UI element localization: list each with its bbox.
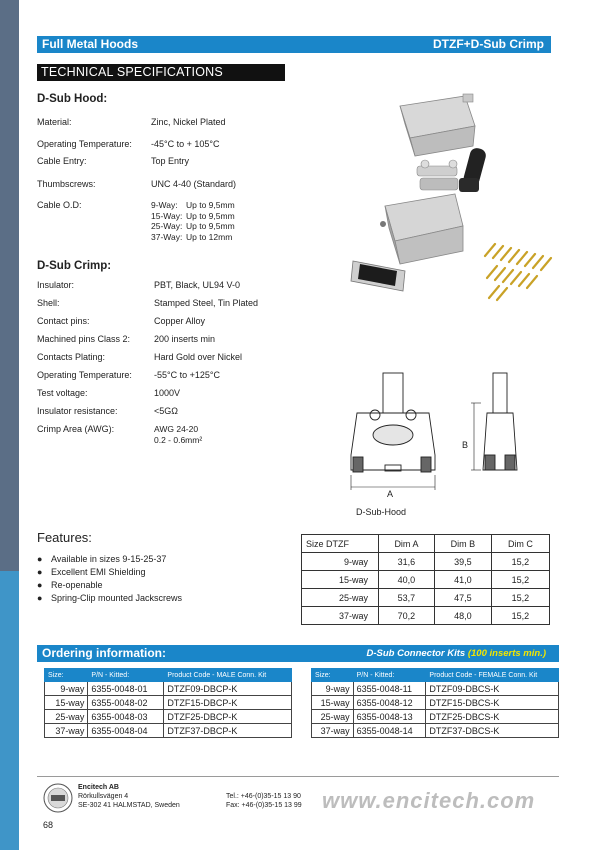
cable-od-way: 37-Way: — [151, 231, 183, 242]
table-cell: 15-way — [312, 696, 354, 710]
table-row — [312, 696, 559, 710]
sidebar-accent — [0, 571, 19, 850]
table-header-cell: Dim A — [379, 535, 435, 553]
table-cell: 37-way — [45, 724, 88, 738]
cable-od-way: 25-Way: — [151, 221, 183, 231]
table-header-cell: Size: — [45, 669, 88, 682]
table-cell: 47,5 — [434, 589, 491, 607]
section-title-bar — [37, 64, 285, 81]
spec-label: Operating Temperature: — [37, 370, 132, 380]
table-cell: DTZF25-DBCP-K — [164, 710, 292, 724]
hood-front-view — [351, 373, 435, 472]
hood-title: D-Sub Hood: — [37, 93, 108, 105]
table-row — [312, 724, 559, 738]
spec-value: -45°C to + 105°C — [151, 139, 220, 149]
spec-label: Material: — [37, 117, 72, 127]
cable-od-size: Up to 9,5mm — [186, 200, 235, 210]
contact-info — [226, 792, 302, 810]
table-header-cell: Dim B — [434, 535, 491, 553]
spec-value: PBT, Black, UL94 V-0 — [154, 280, 241, 290]
address-line: SE-302 41 HALMSTAD, Sweden — [78, 802, 180, 809]
spec-value: -55°C to +125°C — [154, 370, 220, 380]
female-kit-table — [311, 668, 559, 738]
hood-shell-bottom-illustration — [380, 194, 463, 264]
table-header-cell: Dim C — [491, 535, 549, 553]
table-header-row — [45, 669, 292, 682]
table-cell: 9-way — [302, 553, 379, 571]
table-cell: 6355-0048-14 — [353, 724, 426, 738]
spec-value: 200 inserts min — [154, 334, 216, 344]
male-kit-table — [44, 668, 292, 738]
table-cell: 6355-0048-11 — [353, 682, 426, 696]
dimensions-table — [301, 534, 550, 625]
feature-item: ● Excellent EMI Shielding — [37, 567, 146, 577]
table-cell: 39,5 — [434, 553, 491, 571]
table-row — [312, 682, 559, 696]
table-row — [45, 710, 292, 724]
table-header-cell: Size: — [312, 669, 354, 682]
table-header-row — [312, 669, 559, 682]
company-address — [78, 783, 180, 810]
header-right-title: DTZF+D-Sub Crimp — [433, 37, 544, 51]
table-cell: 31,6 — [379, 553, 435, 571]
cable-od-size: Up to 9,5mm — [186, 221, 235, 231]
technical-drawing — [345, 365, 545, 525]
header-left-title: Full Metal Hoods — [42, 37, 138, 51]
table-cell: DTZF15-DBCP-K — [164, 696, 292, 710]
table-cell: 15,2 — [491, 589, 549, 607]
crimp-title: D-Sub Crimp: — [37, 260, 112, 272]
table-header-cell: P/N - Kitted: — [88, 669, 164, 682]
table-cell: 40,0 — [379, 571, 435, 589]
table-header-cell: Size DTZF — [302, 535, 379, 553]
ordering-bar — [37, 645, 559, 662]
table-cell: DTZF37-DBCP-K — [164, 724, 292, 738]
cable-od-way: 15-Way: — [151, 210, 183, 221]
table-row — [302, 607, 550, 625]
spec-label: Thumbscrews: — [37, 179, 96, 189]
spec-value: UNC 4-40 (Standard) — [151, 179, 237, 189]
table-cell: DTZF09-DBCP-K — [164, 682, 292, 696]
kits-note: (100 inserts min.) — [467, 648, 546, 659]
table-row — [45, 696, 292, 710]
crimp-area-mm2: 0.2 - 0.6mm² — [154, 434, 203, 445]
dimension-a-line — [351, 475, 435, 490]
page-number: 68 — [43, 820, 54, 830]
spec-label: Insulator resistance: — [37, 406, 118, 416]
spec-label: Machined pins Class 2: — [37, 334, 131, 344]
cable-od-way: 9-Way: — [151, 200, 178, 210]
certification-seal-icon — [43, 783, 73, 813]
table-header-cell: P/N - Kitted: — [353, 669, 426, 682]
crimp-area-values — [154, 424, 202, 445]
table-cell: 6355-0048-03 — [88, 710, 164, 724]
table-cell: 15,2 — [491, 607, 549, 625]
table-cell: DTZF37-DBCS-K — [426, 724, 559, 738]
table-row — [312, 710, 559, 724]
spec-label: Test voltage: — [37, 388, 88, 398]
table-header-cell: Product Code - MALE Conn. Kit — [164, 669, 292, 682]
spec-label: Operating Temperature: — [37, 139, 132, 149]
table-cell: 6355-0048-02 — [88, 696, 164, 710]
table-cell: 37-way — [312, 724, 354, 738]
table-cell: 25-way — [312, 710, 354, 724]
table-cell: 53,7 — [379, 589, 435, 607]
feature-item: ● Re-openable — [37, 580, 103, 590]
table-cell: 37-way — [302, 607, 379, 625]
table-cell: 70,2 — [379, 607, 435, 625]
table-cell: 15-way — [302, 571, 379, 589]
company-name: Encitech AB — [78, 784, 119, 791]
spec-value: Copper Alloy — [154, 316, 206, 326]
product-photo — [345, 86, 560, 306]
drawing-caption: D-Sub-Hood — [356, 507, 407, 517]
table-cell: 9-way — [45, 682, 88, 696]
table-cell: 15,2 — [491, 571, 549, 589]
dsub-connector-illustration — [351, 261, 405, 291]
hood-side-view — [483, 373, 517, 470]
cable-od-list — [151, 200, 235, 242]
table-cell: DTZF25-DBCS-K — [426, 710, 559, 724]
cable-od-size: Up to 12mm — [186, 231, 233, 242]
spec-value: Top Entry — [151, 156, 190, 166]
feature-item: ● Available in sizes 9-15-25-37 — [37, 554, 167, 564]
spec-value: Zinc, Nickel Plated — [151, 117, 226, 127]
table-row — [45, 682, 292, 696]
spec-label: Insulator: — [37, 280, 75, 290]
spec-value: 1000V — [154, 388, 181, 398]
address-line: Rörkullsvägen 4 — [78, 793, 129, 800]
crimp-pins-illustration — [485, 244, 551, 300]
table-cell: 48,0 — [434, 607, 491, 625]
spec-label: Shell: — [37, 298, 60, 308]
website-link[interactable]: www.encitech.com — [322, 788, 536, 813]
table-row — [45, 724, 292, 738]
cable-od-label: Cable O.D: — [37, 200, 82, 210]
table-cell: 15,2 — [491, 553, 549, 571]
table-cell: 15-way — [45, 696, 88, 710]
table-cell: 6355-0048-04 — [88, 724, 164, 738]
table-cell: DTZF15-DBCS-K — [426, 696, 559, 710]
ordering-title: Ordering information: — [42, 646, 166, 660]
table-header-row — [302, 535, 550, 553]
dimension-b-label: B — [462, 440, 469, 450]
table-cell: DTZF09-DBCS-K — [426, 682, 559, 696]
table-row — [302, 589, 550, 607]
cable-clamp-illustration — [417, 160, 458, 190]
table-row — [302, 553, 550, 571]
spec-value: Stamped Steel, Tin Plated — [154, 298, 259, 308]
spec-label: Contacts Plating: — [37, 352, 106, 362]
crimp-area-awg: AWG 24-20 — [154, 424, 199, 434]
crimp-area-label: Crimp Area (AWG): — [37, 424, 115, 434]
features-list — [37, 549, 182, 601]
spec-label: Cable Entry: — [37, 156, 87, 166]
dimension-a-label: A — [387, 489, 394, 499]
spec-label: Contact pins: — [37, 316, 90, 326]
fax-number: Fax: +46-(0)35-15 13 99 — [226, 802, 302, 809]
phone-number: Tel.: +46-(0)35-15 13 90 — [226, 793, 301, 800]
table-row — [302, 571, 550, 589]
footer-divider — [37, 776, 559, 777]
table-cell: 6355-0048-13 — [353, 710, 426, 724]
spec-value: <5GΩ — [154, 406, 178, 416]
table-cell: 9-way — [312, 682, 354, 696]
section-title: TECHNICAL SPECIFICATIONS — [41, 65, 223, 79]
table-cell: 6355-0048-01 — [88, 682, 164, 696]
table-cell: 25-way — [302, 589, 379, 607]
kits-label: D-Sub Connector Kits (100 inserts min.) — [366, 648, 546, 659]
feature-item: ● Spring-Clip mounted Jackscrews — [37, 593, 183, 603]
strain-relief-illustration — [459, 147, 487, 192]
features-title: Features: — [37, 530, 92, 545]
header-bar — [37, 36, 551, 53]
table-cell: 41,0 — [434, 571, 491, 589]
spec-value: Hard Gold over Nickel — [154, 352, 243, 362]
table-header-cell: Product Code - FEMALE Conn. Kit — [426, 669, 559, 682]
dimension-b-line — [471, 403, 481, 470]
table-cell: 6355-0048-12 — [353, 696, 426, 710]
hood-shell-top-illustration — [400, 94, 475, 156]
cable-od-size: Up to 9,5mm — [186, 210, 235, 221]
table-cell: 25-way — [45, 710, 88, 724]
